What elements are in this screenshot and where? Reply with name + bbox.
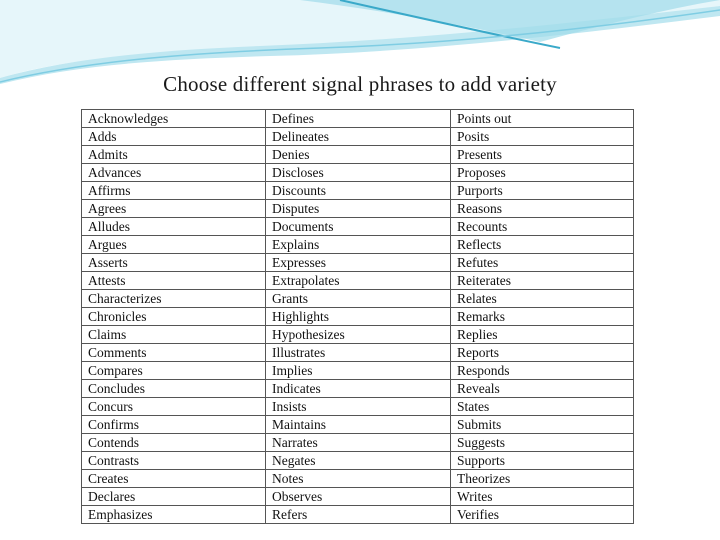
table-row (82, 326, 634, 344)
table-row (82, 236, 634, 254)
table-cell: Presents (451, 146, 634, 164)
table-cell: Writes (451, 488, 634, 506)
table-cell: Advances (82, 164, 266, 182)
table-cell: Declares (82, 488, 266, 506)
table-row (82, 146, 634, 164)
table-cell: Refers (266, 506, 451, 524)
table-cell: Points out (451, 110, 634, 128)
table-cell: Insists (266, 398, 451, 416)
table-row (82, 200, 634, 218)
table-row (82, 164, 634, 182)
table-cell: Comments (82, 344, 266, 362)
table-cell: Negates (266, 452, 451, 470)
table-cell: Purports (451, 182, 634, 200)
table-cell: Adds (82, 128, 266, 146)
table-cell: Acknowledges (82, 110, 266, 128)
table-row (82, 344, 634, 362)
table-cell: Observes (266, 488, 451, 506)
table-cell: Notes (266, 470, 451, 488)
table-cell: Attests (82, 272, 266, 290)
table-row (82, 308, 634, 326)
table-cell: Contends (82, 434, 266, 452)
table-cell: Asserts (82, 254, 266, 272)
table-row (82, 290, 634, 308)
table-cell: Proposes (451, 164, 634, 182)
table-cell: Confirms (82, 416, 266, 434)
table-cell: Reports (451, 344, 634, 362)
table-row (82, 362, 634, 380)
table-cell: Argues (82, 236, 266, 254)
table-cell: Relates (451, 290, 634, 308)
table-row (82, 218, 634, 236)
table-cell: Chronicles (82, 308, 266, 326)
table-row (82, 488, 634, 506)
table-cell: Discloses (266, 164, 451, 182)
table-cell: Suggests (451, 434, 634, 452)
table-cell: Characterizes (82, 290, 266, 308)
table-cell: Reiterates (451, 272, 634, 290)
table-cell: Creates (82, 470, 266, 488)
table-row (82, 434, 634, 452)
table-cell: Concurs (82, 398, 266, 416)
table-cell: Reflects (451, 236, 634, 254)
table-cell: Documents (266, 218, 451, 236)
table-cell: Grants (266, 290, 451, 308)
signal-phrases-table (81, 109, 634, 524)
table-cell: Reveals (451, 380, 634, 398)
table-cell: Highlights (266, 308, 451, 326)
table-cell: Admits (82, 146, 266, 164)
table-cell: Replies (451, 326, 634, 344)
table-cell: Recounts (451, 218, 634, 236)
table-cell: Submits (451, 416, 634, 434)
table-cell: Delineates (266, 128, 451, 146)
table-row (82, 182, 634, 200)
table-cell: Narrates (266, 434, 451, 452)
table-cell: Defines (266, 110, 451, 128)
table-cell: Explains (266, 236, 451, 254)
table-row (82, 128, 634, 146)
table-cell: Hypothesizes (266, 326, 451, 344)
table-cell: Supports (451, 452, 634, 470)
table-row (82, 506, 634, 524)
table-cell: Illustrates (266, 344, 451, 362)
table-cell: Concludes (82, 380, 266, 398)
table-cell: Reasons (451, 200, 634, 218)
table-row (82, 380, 634, 398)
table-cell: Extrapolates (266, 272, 451, 290)
table-cell: Responds (451, 362, 634, 380)
table-cell: Disputes (266, 200, 451, 218)
table-cell: Denies (266, 146, 451, 164)
table-cell: Contrasts (82, 452, 266, 470)
table-cell: Posits (451, 128, 634, 146)
table-cell: Refutes (451, 254, 634, 272)
table-cell: Alludes (82, 218, 266, 236)
table-row (82, 416, 634, 434)
table-cell: Indicates (266, 380, 451, 398)
table-row (82, 254, 634, 272)
table-cell: States (451, 398, 634, 416)
table-row (82, 272, 634, 290)
table-cell: Implies (266, 362, 451, 380)
table-cell: Affirms (82, 182, 266, 200)
table-cell: Emphasizes (82, 506, 266, 524)
slide-title: Choose different signal phrases to add variety (163, 72, 557, 96)
table-cell: Theorizes (451, 470, 634, 488)
table-row (82, 470, 634, 488)
table-cell: Agrees (82, 200, 266, 218)
table-row (82, 452, 634, 470)
table-cell: Discounts (266, 182, 451, 200)
table-row (82, 398, 634, 416)
table-cell: Verifies (451, 506, 634, 524)
table-cell: Remarks (451, 308, 634, 326)
table-cell: Maintains (266, 416, 451, 434)
table-cell: Claims (82, 326, 266, 344)
table-cell: Compares (82, 362, 266, 380)
table-cell: Expresses (266, 254, 451, 272)
table-row (82, 110, 634, 128)
